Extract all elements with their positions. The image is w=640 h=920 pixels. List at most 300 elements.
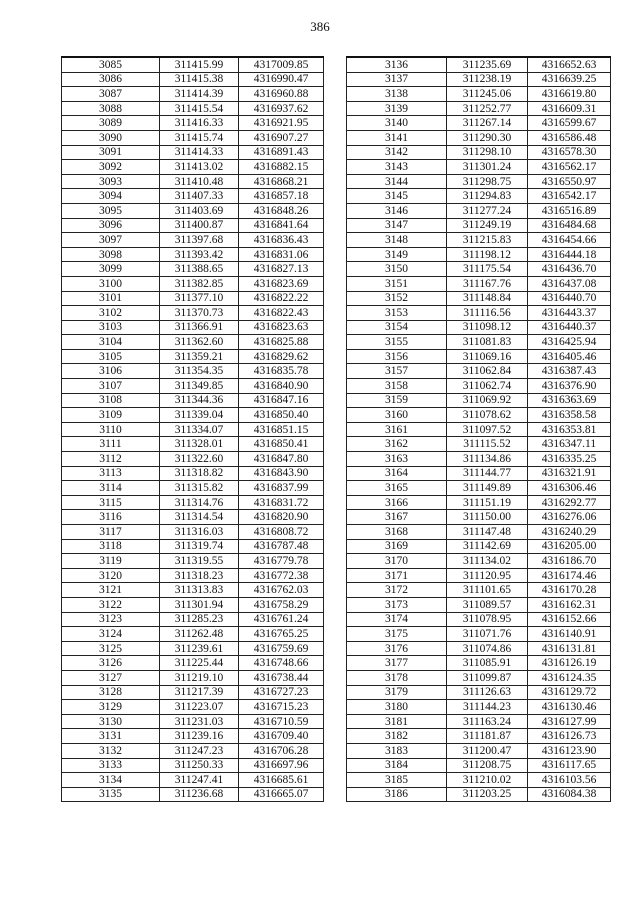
table-row [347, 320, 611, 335]
x-coordinate-cell: 311366.91 [160, 320, 239, 335]
table-row [347, 583, 611, 598]
x-coordinate-cell: 311316.03 [160, 525, 239, 540]
y-coordinate-cell: 4316516.89 [528, 203, 611, 218]
table-row [347, 393, 611, 408]
table-row [347, 364, 611, 379]
point-number-cell: 3144 [347, 174, 447, 189]
x-coordinate-cell: 311198.12 [447, 247, 528, 262]
x-coordinate-cell: 311247.23 [160, 743, 239, 758]
point-number-cell: 3149 [347, 247, 447, 262]
x-coordinate-cell: 311163.24 [447, 714, 528, 729]
point-number-cell: 3104 [62, 335, 160, 350]
y-coordinate-cell: 4316454.66 [528, 233, 611, 248]
table-row [62, 87, 324, 102]
x-coordinate-cell: 311200.47 [447, 743, 528, 758]
table-row [62, 422, 324, 437]
x-coordinate-cell: 311175.54 [447, 262, 528, 277]
x-coordinate-cell: 311062.84 [447, 364, 528, 379]
x-coordinate-cell: 311285.23 [160, 612, 239, 627]
point-number-cell: 3086 [62, 72, 160, 87]
table-row [62, 218, 324, 233]
y-coordinate-cell: 4316808.72 [239, 525, 324, 540]
table-row [62, 758, 324, 773]
table-row [347, 627, 611, 642]
y-coordinate-cell: 4316550.97 [528, 174, 611, 189]
point-number-cell: 3160 [347, 408, 447, 423]
y-coordinate-cell: 4316841.64 [239, 218, 324, 233]
y-coordinate-cell: 4316823.63 [239, 320, 324, 335]
table-row [347, 233, 611, 248]
x-coordinate-cell: 311382.85 [160, 276, 239, 291]
table-row [62, 612, 324, 627]
y-coordinate-cell: 4316126.73 [528, 729, 611, 744]
table-row [347, 773, 611, 788]
x-coordinate-cell: 311339.04 [160, 408, 239, 423]
y-coordinate-cell: 4316761.24 [239, 612, 324, 627]
x-coordinate-cell: 311150.00 [447, 510, 528, 525]
table-row [347, 349, 611, 364]
y-coordinate-cell: 4316697.96 [239, 758, 324, 773]
y-coordinate-cell: 4316321.91 [528, 466, 611, 481]
x-coordinate-cell: 311249.19 [447, 218, 528, 233]
x-coordinate-cell: 311298.10 [447, 145, 528, 160]
point-number-cell: 3109 [62, 408, 160, 423]
x-coordinate-cell: 311239.16 [160, 729, 239, 744]
y-coordinate-cell: 4316891.43 [239, 145, 324, 160]
y-coordinate-cell: 4316586.48 [528, 130, 611, 145]
point-number-cell: 3164 [347, 466, 447, 481]
point-number-cell: 3098 [62, 247, 160, 262]
point-number-cell: 3186 [347, 787, 447, 802]
point-number-cell: 3137 [347, 72, 447, 87]
table-row [347, 466, 611, 481]
coordinates-table-right [346, 56, 611, 802]
y-coordinate-cell: 4316186.70 [528, 554, 611, 569]
x-coordinate-cell: 311250.33 [160, 758, 239, 773]
y-coordinate-cell: 4316715.23 [239, 700, 324, 715]
y-coordinate-cell: 4316405.46 [528, 349, 611, 364]
y-coordinate-cell: 4316131.81 [528, 641, 611, 656]
table-row [62, 525, 324, 540]
y-coordinate-cell: 4316738.44 [239, 670, 324, 685]
point-number-cell: 3095 [62, 203, 160, 218]
point-number-cell: 3176 [347, 641, 447, 656]
x-coordinate-cell: 311225.44 [160, 656, 239, 671]
x-coordinate-cell: 311301.24 [447, 160, 528, 175]
x-coordinate-cell: 311115.52 [447, 437, 528, 452]
x-coordinate-cell: 311181.87 [447, 729, 528, 744]
y-coordinate-cell: 4316443.37 [528, 306, 611, 321]
x-coordinate-cell: 311167.76 [447, 276, 528, 291]
x-coordinate-cell: 311277.24 [447, 203, 528, 218]
x-coordinate-cell: 311085.91 [447, 656, 528, 671]
y-coordinate-cell: 4316827.13 [239, 262, 324, 277]
point-number-cell: 3087 [62, 87, 160, 102]
y-coordinate-cell: 4317009.85 [239, 57, 324, 72]
y-coordinate-cell: 4316762.03 [239, 583, 324, 598]
table-row [62, 670, 324, 685]
point-number-cell: 3173 [347, 597, 447, 612]
y-coordinate-cell: 4316921.95 [239, 116, 324, 131]
y-coordinate-cell: 4316205.00 [528, 539, 611, 554]
y-coordinate-cell: 4316765.25 [239, 627, 324, 642]
x-coordinate-cell: 311235.69 [447, 57, 528, 72]
table-row [62, 539, 324, 554]
point-number-cell: 3099 [62, 262, 160, 277]
y-coordinate-cell: 4316710.59 [239, 714, 324, 729]
x-coordinate-cell: 311318.82 [160, 466, 239, 481]
table-row [347, 700, 611, 715]
table-row [62, 349, 324, 364]
point-number-cell: 3153 [347, 306, 447, 321]
point-number-cell: 3110 [62, 422, 160, 437]
table-row [347, 408, 611, 423]
point-number-cell: 3180 [347, 700, 447, 715]
table-row [347, 247, 611, 262]
x-coordinate-cell: 311414.39 [160, 87, 239, 102]
y-coordinate-cell: 4316444.18 [528, 247, 611, 262]
point-number-cell: 3157 [347, 364, 447, 379]
y-coordinate-cell: 4316162.31 [528, 597, 611, 612]
point-number-cell: 3136 [347, 57, 447, 72]
point-number-cell: 3129 [62, 700, 160, 715]
x-coordinate-cell: 311388.65 [160, 262, 239, 277]
x-coordinate-cell: 311301.94 [160, 597, 239, 612]
table-row [62, 247, 324, 262]
y-coordinate-cell: 4316240.29 [528, 525, 611, 540]
x-coordinate-cell: 311210.02 [447, 773, 528, 788]
point-number-cell: 3126 [62, 656, 160, 671]
table-row [347, 743, 611, 758]
point-number-cell: 3124 [62, 627, 160, 642]
point-number-cell: 3116 [62, 510, 160, 525]
table-row [347, 291, 611, 306]
table-row [347, 262, 611, 277]
y-coordinate-cell: 4316609.31 [528, 101, 611, 116]
point-number-cell: 3115 [62, 495, 160, 510]
table-row [347, 276, 611, 291]
x-coordinate-cell: 311413.02 [160, 160, 239, 175]
y-coordinate-cell: 4316727.23 [239, 685, 324, 700]
x-coordinate-cell: 311134.02 [447, 554, 528, 569]
x-coordinate-cell: 311252.77 [447, 101, 528, 116]
x-coordinate-cell: 311319.55 [160, 554, 239, 569]
table-row [62, 364, 324, 379]
table-row [62, 174, 324, 189]
y-coordinate-cell: 4316440.70 [528, 291, 611, 306]
x-coordinate-cell: 311318.23 [160, 568, 239, 583]
table-row [62, 641, 324, 656]
y-coordinate-cell: 4316706.28 [239, 743, 324, 758]
table-row [347, 656, 611, 671]
y-coordinate-cell: 4316831.72 [239, 495, 324, 510]
y-coordinate-cell: 4316117.65 [528, 758, 611, 773]
point-number-cell: 3139 [347, 101, 447, 116]
table-row [347, 189, 611, 204]
point-number-cell: 3175 [347, 627, 447, 642]
table-row [62, 262, 324, 277]
x-coordinate-cell: 311313.83 [160, 583, 239, 598]
table-row [347, 554, 611, 569]
y-coordinate-cell: 4316425.94 [528, 335, 611, 350]
table-row [347, 758, 611, 773]
point-number-cell: 3150 [347, 262, 447, 277]
y-coordinate-cell: 4316685.61 [239, 773, 324, 788]
point-number-cell: 3170 [347, 554, 447, 569]
y-coordinate-cell: 4316759.69 [239, 641, 324, 656]
table-row [62, 203, 324, 218]
page-number: 386 [310, 19, 330, 34]
table-row [347, 116, 611, 131]
table-row [62, 583, 324, 598]
y-coordinate-cell: 4316124.35 [528, 670, 611, 685]
table-row [62, 276, 324, 291]
point-number-cell: 3148 [347, 233, 447, 248]
x-coordinate-cell: 311099.87 [447, 670, 528, 685]
point-number-cell: 3166 [347, 495, 447, 510]
x-coordinate-cell: 311089.57 [447, 597, 528, 612]
y-coordinate-cell: 4316126.19 [528, 656, 611, 671]
x-coordinate-cell: 311400.87 [160, 218, 239, 233]
x-coordinate-cell: 311147.48 [447, 525, 528, 540]
y-coordinate-cell: 4316306.46 [528, 481, 611, 496]
x-coordinate-cell: 311314.76 [160, 495, 239, 510]
point-number-cell: 3105 [62, 349, 160, 364]
y-coordinate-cell: 4316130.46 [528, 700, 611, 715]
x-coordinate-cell: 311349.85 [160, 379, 239, 394]
x-coordinate-cell: 311344.36 [160, 393, 239, 408]
x-coordinate-cell: 311334.07 [160, 422, 239, 437]
x-coordinate-cell: 311074.86 [447, 641, 528, 656]
point-number-cell: 3113 [62, 466, 160, 481]
point-number-cell: 3169 [347, 539, 447, 554]
point-number-cell: 3134 [62, 773, 160, 788]
table-row [62, 116, 324, 131]
table-row [347, 335, 611, 350]
y-coordinate-cell: 4316387.43 [528, 364, 611, 379]
table-row [347, 525, 611, 540]
point-number-cell: 3181 [347, 714, 447, 729]
y-coordinate-cell: 4316850.41 [239, 437, 324, 452]
x-coordinate-cell: 311328.01 [160, 437, 239, 452]
point-number-cell: 3140 [347, 116, 447, 131]
point-number-cell: 3085 [62, 57, 160, 72]
table-row [347, 160, 611, 175]
y-coordinate-cell: 4316829.62 [239, 349, 324, 364]
point-number-cell: 3151 [347, 276, 447, 291]
point-number-cell: 3102 [62, 306, 160, 321]
table-row [347, 72, 611, 87]
point-number-cell: 3088 [62, 101, 160, 116]
table-row [347, 641, 611, 656]
x-coordinate-cell: 311315.82 [160, 481, 239, 496]
x-coordinate-cell: 311208.75 [447, 758, 528, 773]
table-row [62, 627, 324, 642]
table-row [347, 539, 611, 554]
x-coordinate-cell: 311410.48 [160, 174, 239, 189]
y-coordinate-cell: 4316851.15 [239, 422, 324, 437]
table-row [62, 452, 324, 467]
point-number-cell: 3101 [62, 291, 160, 306]
x-coordinate-cell: 311149.89 [447, 481, 528, 496]
point-number-cell: 3158 [347, 379, 447, 394]
point-number-cell: 3123 [62, 612, 160, 627]
point-number-cell: 3152 [347, 291, 447, 306]
y-coordinate-cell: 4316363.69 [528, 393, 611, 408]
x-coordinate-cell: 311217.39 [160, 685, 239, 700]
y-coordinate-cell: 4316836.43 [239, 233, 324, 248]
x-coordinate-cell: 311314.54 [160, 510, 239, 525]
point-number-cell: 3100 [62, 276, 160, 291]
y-coordinate-cell: 4316347.11 [528, 437, 611, 452]
y-coordinate-cell: 4316665.07 [239, 787, 324, 802]
x-coordinate-cell: 311290.30 [447, 130, 528, 145]
y-coordinate-cell: 4316843.90 [239, 466, 324, 481]
table-row [62, 466, 324, 481]
x-coordinate-cell: 311377.10 [160, 291, 239, 306]
y-coordinate-cell: 4316868.21 [239, 174, 324, 189]
point-number-cell: 3122 [62, 597, 160, 612]
coordinates-table-right-body [347, 57, 611, 802]
table-row [62, 408, 324, 423]
y-coordinate-cell: 4316820.90 [239, 510, 324, 525]
table-row [347, 452, 611, 467]
point-number-cell: 3159 [347, 393, 447, 408]
x-coordinate-cell: 311142.69 [447, 539, 528, 554]
y-coordinate-cell: 4316103.56 [528, 773, 611, 788]
x-coordinate-cell: 311239.61 [160, 641, 239, 656]
x-coordinate-cell: 311134.86 [447, 452, 528, 467]
table-row [62, 495, 324, 510]
table-row [62, 743, 324, 758]
point-number-cell: 3132 [62, 743, 160, 758]
table-row [347, 481, 611, 496]
table-row [62, 57, 324, 72]
y-coordinate-cell: 4316436.70 [528, 262, 611, 277]
y-coordinate-cell: 4316123.90 [528, 743, 611, 758]
x-coordinate-cell: 311219.10 [160, 670, 239, 685]
point-number-cell: 3145 [347, 189, 447, 204]
x-coordinate-cell: 311116.56 [447, 306, 528, 321]
y-coordinate-cell: 4316484.68 [528, 218, 611, 233]
table-row [62, 685, 324, 700]
table-row [62, 554, 324, 569]
table-row [62, 306, 324, 321]
x-coordinate-cell: 311393.42 [160, 247, 239, 262]
point-number-cell: 3127 [62, 670, 160, 685]
table-row [347, 203, 611, 218]
point-number-cell: 3119 [62, 554, 160, 569]
x-coordinate-cell: 311081.83 [447, 335, 528, 350]
point-number-cell: 3094 [62, 189, 160, 204]
x-coordinate-cell: 311231.03 [160, 714, 239, 729]
point-number-cell: 3131 [62, 729, 160, 744]
y-coordinate-cell: 4316276.06 [528, 510, 611, 525]
y-coordinate-cell: 4316084.38 [528, 787, 611, 802]
x-coordinate-cell: 311148.84 [447, 291, 528, 306]
table-row [347, 101, 611, 116]
x-coordinate-cell: 311359.21 [160, 349, 239, 364]
point-number-cell: 3185 [347, 773, 447, 788]
y-coordinate-cell: 4316857.18 [239, 189, 324, 204]
point-number-cell: 3163 [347, 452, 447, 467]
y-coordinate-cell: 4316129.72 [528, 685, 611, 700]
y-coordinate-cell: 4316652.63 [528, 57, 611, 72]
table-row [62, 700, 324, 715]
point-number-cell: 3138 [347, 87, 447, 102]
x-coordinate-cell: 311414.33 [160, 145, 239, 160]
table-row [347, 306, 611, 321]
point-number-cell: 3167 [347, 510, 447, 525]
table-row [347, 437, 611, 452]
x-coordinate-cell: 311267.14 [447, 116, 528, 131]
y-coordinate-cell: 4316822.43 [239, 306, 324, 321]
point-number-cell: 3162 [347, 437, 447, 452]
point-number-cell: 3097 [62, 233, 160, 248]
point-number-cell: 3165 [347, 481, 447, 496]
y-coordinate-cell: 4316170.28 [528, 583, 611, 598]
point-number-cell: 3096 [62, 218, 160, 233]
x-coordinate-cell: 311262.48 [160, 627, 239, 642]
y-coordinate-cell: 4316831.06 [239, 247, 324, 262]
y-coordinate-cell: 4316578.30 [528, 145, 611, 160]
point-number-cell: 3161 [347, 422, 447, 437]
table-row [347, 787, 611, 802]
x-coordinate-cell: 311078.95 [447, 612, 528, 627]
point-number-cell: 3108 [62, 393, 160, 408]
y-coordinate-cell: 4316140.91 [528, 627, 611, 642]
x-coordinate-cell: 311415.38 [160, 72, 239, 87]
x-coordinate-cell: 311354.35 [160, 364, 239, 379]
y-coordinate-cell: 4316835.78 [239, 364, 324, 379]
table-row [62, 714, 324, 729]
table-row [347, 495, 611, 510]
y-coordinate-cell: 4316787.48 [239, 539, 324, 554]
table-row [347, 568, 611, 583]
table-row [62, 656, 324, 671]
point-number-cell: 3147 [347, 218, 447, 233]
x-coordinate-cell: 311370.73 [160, 306, 239, 321]
x-coordinate-cell: 311416.33 [160, 116, 239, 131]
x-coordinate-cell: 311097.52 [447, 422, 528, 437]
point-number-cell: 3142 [347, 145, 447, 160]
table-row [62, 233, 324, 248]
y-coordinate-cell: 4316937.62 [239, 101, 324, 116]
point-number-cell: 3155 [347, 335, 447, 350]
y-coordinate-cell: 4316990.47 [239, 72, 324, 87]
y-coordinate-cell: 4316748.66 [239, 656, 324, 671]
x-coordinate-cell: 311101.65 [447, 583, 528, 598]
table-row [347, 685, 611, 700]
point-number-cell: 3184 [347, 758, 447, 773]
y-coordinate-cell: 4316822.22 [239, 291, 324, 306]
x-coordinate-cell: 311069.92 [447, 393, 528, 408]
y-coordinate-cell: 4316437.08 [528, 276, 611, 291]
table-row [62, 160, 324, 175]
x-coordinate-cell: 311126.63 [447, 685, 528, 700]
table-row [62, 72, 324, 87]
table-row [62, 510, 324, 525]
x-coordinate-cell: 311362.60 [160, 335, 239, 350]
point-number-cell: 3106 [62, 364, 160, 379]
y-coordinate-cell: 4316840.90 [239, 379, 324, 394]
point-number-cell: 3117 [62, 525, 160, 540]
table-row [347, 510, 611, 525]
y-coordinate-cell: 4316174.46 [528, 568, 611, 583]
table-row [62, 335, 324, 350]
y-coordinate-cell: 4316542.17 [528, 189, 611, 204]
point-number-cell: 3120 [62, 568, 160, 583]
